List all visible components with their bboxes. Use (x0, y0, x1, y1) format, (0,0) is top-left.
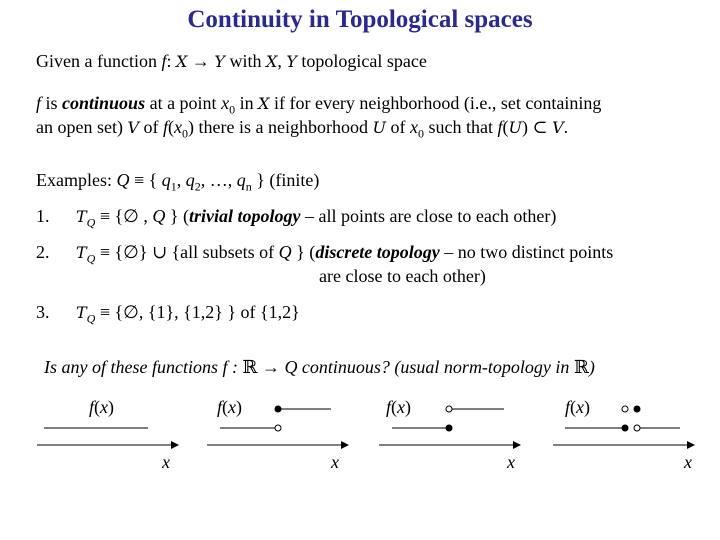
graph-1-ylabel: f(x) (89, 397, 115, 417)
item-number: 2. (36, 242, 50, 262)
list-item-continuation: are close to each other) (319, 266, 486, 286)
def2-U2: U (508, 118, 522, 137)
def2-close: ) ⊂ (521, 117, 553, 137)
def2-pre: an open set) (36, 117, 128, 137)
def-X: X (258, 94, 270, 113)
examples-sn: n (245, 179, 252, 194)
intro-prefix: Given a function (36, 51, 162, 71)
intro-X2: X (265, 52, 278, 71)
def-sub0: 0 (229, 102, 236, 117)
item-T: T (76, 207, 87, 226)
def-x: x (221, 93, 230, 113)
question-text-end: ) (588, 357, 595, 377)
item-eq: ≡ {∅ , (95, 206, 153, 226)
intro-Y: Y (214, 52, 225, 71)
question-text: Is any of these functions f : (44, 357, 243, 377)
examples-eq: ≡ { (129, 170, 162, 190)
intro-Y2: Y (286, 52, 297, 71)
def2-dot: . (563, 117, 569, 137)
item-close: } ( (165, 206, 189, 226)
def2-sub0: 0 (182, 126, 189, 141)
def2-x: x (174, 117, 183, 137)
def-continuous: continuous (62, 93, 146, 113)
item-TQ: Q (86, 311, 96, 326)
def2-sub02: 0 (417, 126, 424, 141)
item-Q: Q (152, 206, 166, 226)
def-rest: if for every neighborhood (i.e., set containing (269, 93, 602, 113)
def2-fx: f (163, 117, 169, 137)
graph-3-open-dot (446, 406, 452, 412)
graph-2-open-dot (275, 425, 281, 431)
intro-suffix: topological space (296, 51, 427, 71)
reals-symbol: ℝ (573, 357, 589, 377)
graph-2-ylabel: f(x) (217, 397, 243, 417)
examples-end: } (finite) (251, 170, 320, 190)
graph-4-xlabel: x (684, 452, 692, 472)
item-close: } ( (291, 242, 316, 262)
examples-s1: 1 (170, 179, 177, 194)
item-TQ: Q (86, 251, 96, 266)
examples-c2: , …, (200, 170, 237, 190)
item-T: T (76, 243, 87, 262)
item-eq: ≡ {∅, {1}, {1,2} } of {1,2} (95, 302, 300, 322)
item-desc: – no two distinct points (439, 242, 614, 262)
graph-3-closed-dot (446, 425, 453, 432)
item-T: T (76, 303, 87, 322)
graph-3-ylabel: f(x) (386, 397, 412, 417)
examples-q2: q (185, 170, 195, 190)
def2-of2: of (385, 117, 410, 137)
def2-paren: ( (168, 117, 175, 137)
item-TQ: Q (86, 215, 96, 230)
item-number: 1. (36, 206, 50, 226)
item-number: 3. (36, 302, 50, 322)
examples-Q: Q (116, 170, 130, 190)
graph-3-xlabel: x (507, 452, 515, 472)
examples-c1: , (176, 170, 186, 190)
def2-mid: ) there is a neighborhood (188, 117, 373, 137)
item-Q: Q (278, 242, 292, 262)
intro-comma: , (277, 51, 287, 71)
examples-qn: q (236, 170, 246, 190)
graph-4-open-dot-upper (622, 406, 628, 412)
graph-4-closed-dot-upper (634, 406, 641, 413)
examples-label: Examples: (36, 170, 117, 190)
item-topology-name: trivial topology (188, 206, 301, 226)
graph-2-xlabel: x (331, 452, 339, 472)
def2-openU: ( (502, 117, 509, 137)
def2-of: of (139, 117, 164, 137)
question-text-mid: → Q continuous? (usual norm-topology in (257, 357, 574, 377)
def2-such: such that (423, 117, 498, 137)
intro-arrow: → (187, 51, 215, 71)
def2-V2: V (552, 118, 564, 137)
item-eq: ≡ {∅} ∪ {all subsets of (95, 242, 279, 262)
graph-4-ylabel: f(x) (565, 397, 591, 417)
examples-s2: 2 (194, 179, 201, 194)
intro-f: f (161, 51, 167, 71)
item-topology-name: discrete topology (315, 242, 440, 262)
examples-q1: q (161, 170, 171, 190)
def2-U: U (372, 118, 386, 137)
graph-1-xlabel: x (162, 452, 170, 472)
def2-x2: x (409, 117, 418, 137)
graph-2-closed-dot (275, 406, 282, 413)
def-f: f (36, 93, 42, 113)
intro-X: X (176, 52, 188, 71)
item-desc: – all points are close to each other) (300, 206, 557, 226)
def2-fU: f (497, 117, 503, 137)
reals-symbol: ℝ (242, 357, 258, 377)
def-in: in (235, 93, 259, 113)
def-is: is (41, 93, 63, 113)
intro-with: with (224, 51, 266, 71)
graph-4-open-dot-lower (634, 425, 640, 431)
intro-colon: : (166, 51, 176, 71)
def-at: at a point (145, 93, 222, 113)
graph-4-closed-dot-lower (622, 425, 629, 432)
def2-V: V (127, 118, 140, 137)
page-title: Continuity in Topological spaces (187, 6, 533, 33)
